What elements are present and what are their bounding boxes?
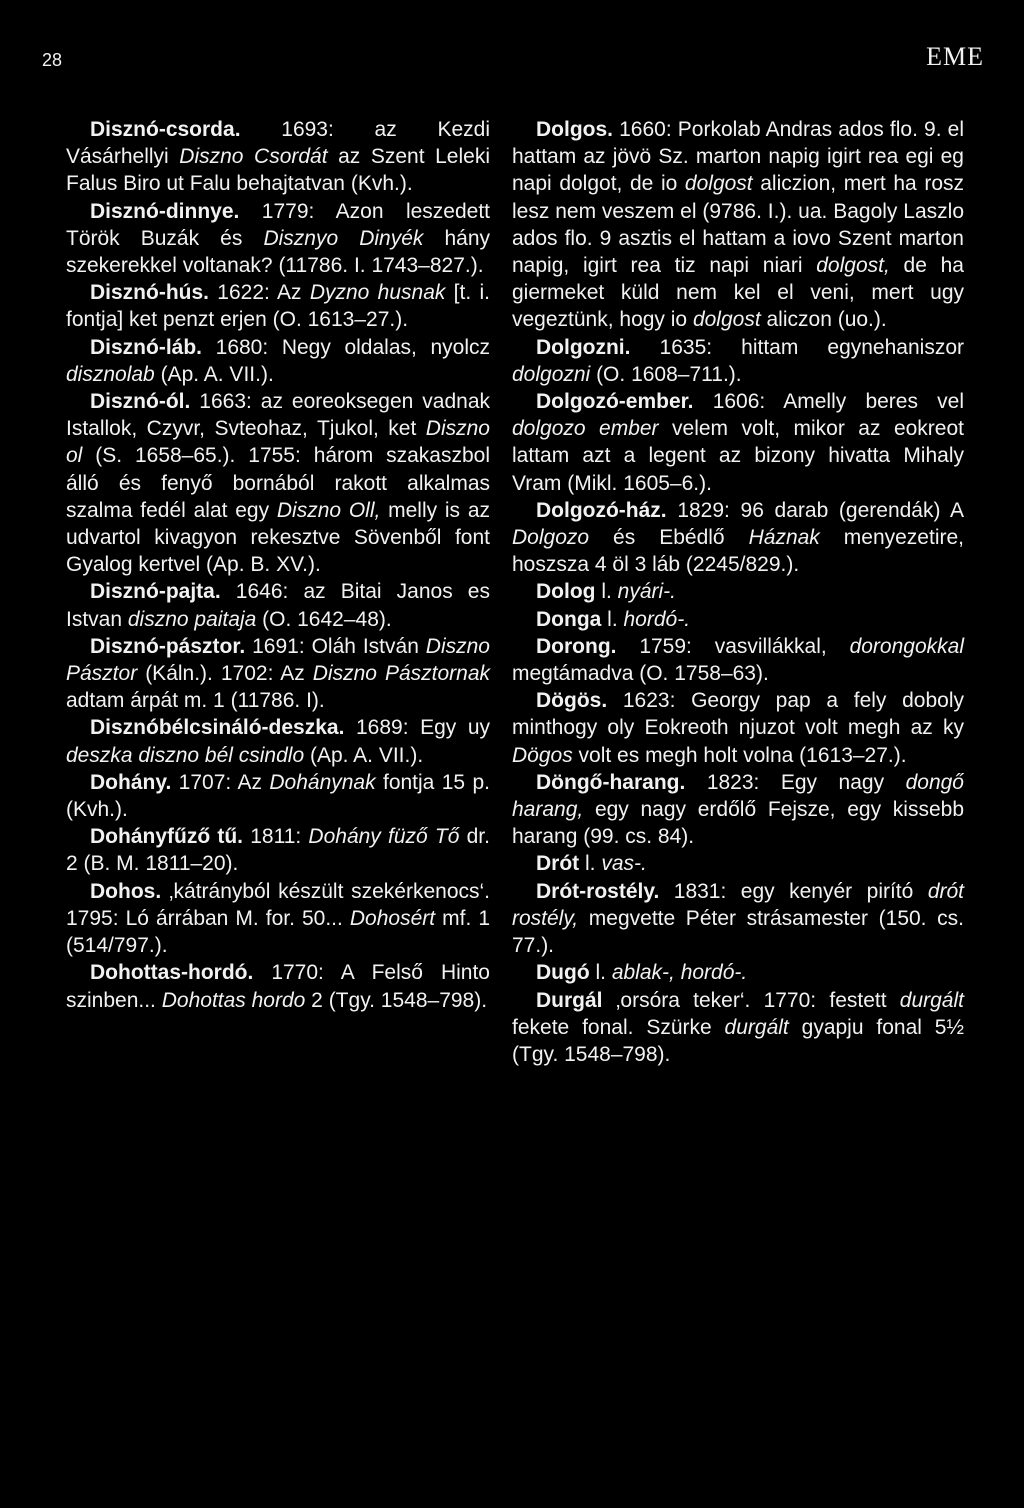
entry-italic-text: dolgozni bbox=[512, 362, 591, 386]
entry-headword: Dolgozó-ház. bbox=[536, 498, 667, 522]
entry-italic-text: Diszno ol bbox=[66, 417, 490, 468]
entry-text: mf. 1 (514/797.). bbox=[66, 906, 491, 958]
entry-headword: Dögös. bbox=[536, 689, 608, 713]
entry-text: 1693: az Kezdi Vásárhellyi bbox=[66, 118, 490, 169]
entry-text: 1829: 96 darab (gerendák) A bbox=[666, 498, 964, 522]
entry-text: 1680: Negy oldalas, nyolcz bbox=[202, 335, 490, 359]
entry-headword: Durgál bbox=[536, 988, 603, 1012]
entry-italic-text: Dyzno husnak bbox=[309, 281, 446, 305]
entry-italic-text: Diszno Csordát bbox=[179, 145, 328, 169]
right-column bbox=[512, 116, 964, 1068]
dictionary-entry bbox=[66, 959, 490, 1013]
entry-text: 1759: vasvillákkal, bbox=[616, 634, 850, 658]
entry-text: és Ebédlő bbox=[589, 526, 749, 550]
entry-text: 1689: Egy uy bbox=[344, 716, 490, 740]
journal-code: EME bbox=[926, 42, 984, 71]
dictionary-entry bbox=[512, 497, 964, 579]
entry-italic-text: vas-. bbox=[601, 852, 647, 876]
entry-headword: Disznó-ól. bbox=[90, 390, 191, 414]
entry-headword: Dohányfűző tű. bbox=[90, 825, 244, 849]
entry-headword: Disznóbélcsináló-deszka. bbox=[90, 716, 345, 740]
entry-text: (O. 1608–711.). bbox=[590, 362, 742, 386]
entry-italic-text: drót rostély, bbox=[512, 879, 964, 930]
entry-headword: Drót bbox=[536, 852, 580, 876]
entry-italic-text: Háznak bbox=[748, 526, 820, 550]
entry-headword: Dohottas-hordó. bbox=[90, 961, 254, 985]
dictionary-entry bbox=[512, 687, 964, 769]
entry-text: adtam árpát m. 1 (11786. I). bbox=[66, 689, 325, 713]
dictionary-entry bbox=[66, 198, 490, 280]
entry-text: (Ap. A. VII.). bbox=[154, 362, 274, 386]
entry-italic-text: nyári-. bbox=[617, 580, 677, 604]
entry-italic-text: dolgozo ember bbox=[512, 417, 659, 441]
entry-italic-text: ablak-, hordó-. bbox=[611, 961, 748, 985]
dictionary-entry bbox=[512, 959, 964, 986]
entry-text: egy nagy erdőlő Fejsze, egy kissebb harang (99. cs. 84). bbox=[512, 798, 964, 849]
dictionary-entry bbox=[66, 714, 490, 768]
entry-text: velem volt, mikor az eokreot lattam azt a legent az bizony hivatta Mihaly Vram (Mikl. 1605–6.). bbox=[512, 417, 964, 495]
entry-italic-text: dorongokkal bbox=[849, 634, 964, 658]
entry-text: l. bbox=[601, 607, 624, 631]
entry-headword: Drót-rostély. bbox=[536, 879, 660, 903]
entry-italic-text: Dögos bbox=[512, 743, 573, 767]
entry-headword: Dohos. bbox=[90, 879, 162, 903]
entry-text: 1623: Georgy pap a fely doboly minthogy oly Eokreoth njuzot volt megh az ky bbox=[512, 689, 964, 740]
entry-italic-text: dolgost bbox=[684, 172, 753, 196]
entry-text: gyapju fonal 5½ (Tgy. 1548–798). bbox=[512, 1015, 964, 1066]
dictionary-entry bbox=[66, 116, 490, 198]
dictionary-entry bbox=[512, 388, 964, 497]
entry-headword: Disznó-pásztor. bbox=[90, 634, 246, 658]
entry-text: menyezetire, hoszsza 4 öl 3 láb (2245/829.). bbox=[512, 526, 964, 577]
entry-headword: Disznó-pajta. bbox=[90, 580, 221, 604]
entry-text: 1770: A Felső Hinto szinben... bbox=[66, 961, 490, 1012]
entry-text: de ha giermeket küld nem kel el veni, mert ugy vegeztünk, hogy io bbox=[512, 254, 964, 332]
entry-text: fekete fonal. Szürke bbox=[512, 1015, 725, 1039]
entry-text: (Ap. A. VII.). bbox=[304, 743, 424, 767]
entry-headword: Dolog bbox=[536, 580, 596, 604]
entry-text: 1646: az Bitai Janos es Istvan bbox=[66, 580, 490, 631]
entry-text: 1831: egy kenyér pirító bbox=[659, 879, 928, 903]
entry-italic-text: dongő harang, bbox=[512, 770, 964, 822]
entry-text: ‚orsóra teker‘. 1770: festett bbox=[602, 988, 900, 1012]
dictionary-entry bbox=[512, 769, 964, 851]
entry-text: dr. 2 (B. M. 1811–20). bbox=[66, 825, 490, 876]
page-number: 28 bbox=[42, 50, 63, 70]
entry-text: 1691: Oláh István bbox=[245, 634, 426, 658]
dictionary-entry bbox=[512, 987, 964, 1069]
entry-headword: Disznó-hús. bbox=[90, 281, 209, 305]
dictionary-entry bbox=[66, 578, 490, 632]
entry-italic-text: Dohottas hordo bbox=[161, 988, 306, 1012]
entry-text: fontja 15 p. (Kvh.). bbox=[66, 770, 491, 822]
dictionary-entry bbox=[512, 116, 964, 334]
dictionary-entry bbox=[512, 606, 964, 633]
entry-italic-text: disznolab bbox=[66, 362, 155, 386]
dictionary-entry bbox=[512, 850, 964, 877]
entry-text: melly is az udvartol kivagyon rekesztve Sövenből font Gyalog kertvel (Ap. B. XV.). bbox=[66, 498, 490, 577]
entry-text: 1635: hittam egynehaniszor bbox=[630, 335, 964, 359]
dictionary-entry bbox=[512, 633, 964, 687]
dictionary-entry bbox=[66, 823, 490, 877]
dictionary-entry bbox=[512, 878, 964, 960]
entry-text: aliczion, mert ha rosz lesz nem veszem el (9786. I.). ua. Bagoly Laszlo ados flo. 9 asztis el hattam a iovo Szent marton napig, igirt rea tiz napi niari bbox=[512, 172, 964, 278]
entry-headword: Dugó bbox=[536, 961, 590, 985]
entry-italic-text: Dohosért bbox=[349, 906, 436, 930]
entry-text: megtámadva (O. 1758–63). bbox=[512, 662, 769, 686]
entry-text: aliczon (uo.). bbox=[760, 308, 887, 332]
entry-text: l. bbox=[589, 961, 612, 985]
entry-italic-text: dolgost, bbox=[816, 254, 890, 278]
entry-text: l. bbox=[579, 852, 602, 876]
entry-headword: Dolgozó-ember. bbox=[536, 390, 694, 414]
entry-italic-text: Disznyo Dinyék bbox=[263, 226, 424, 250]
entry-text: [t. i. fontja] ket penzt erjen (O. 1613–27.). bbox=[66, 281, 490, 332]
entry-headword: Dorong. bbox=[536, 634, 617, 658]
entry-italic-text: Dohánynak bbox=[269, 770, 376, 794]
entry-text: 1663: az eoreoksegen vadnak Istallok, Czyvr, Svteohaz, Tjukol, ket bbox=[66, 390, 490, 441]
entry-text: 2 (Tgy. 1548–798). bbox=[305, 988, 488, 1012]
entry-text: volt es megh holt volna (1613–27.). bbox=[572, 743, 907, 767]
entry-italic-text: hordó-. bbox=[623, 607, 691, 631]
entry-headword: Dolgos. bbox=[536, 118, 613, 141]
entry-text: hány szekerekkel voltanak? (11786. I. 1743–827.). bbox=[66, 226, 490, 278]
entry-text: (Káln.). 1702: Az bbox=[137, 662, 313, 686]
entry-italic-text: Dohány füző Tő bbox=[308, 825, 460, 849]
dictionary-entry bbox=[512, 334, 964, 388]
entry-text: megvette Péter strásamester (150. cs. 77.). bbox=[512, 906, 964, 958]
entry-text: 1779: Azon leszedett Török Buzák és bbox=[66, 199, 490, 250]
entry-headword: Disznó-csorda. bbox=[90, 118, 241, 141]
entry-text: az Szent Leleki Falus Biro ut Falu behajtatvan (Kvh.). bbox=[66, 145, 490, 196]
dictionary-entry bbox=[66, 334, 490, 388]
entry-text: l. bbox=[595, 580, 618, 604]
entry-italic-text: deszka diszno bél csindlo bbox=[66, 743, 305, 767]
entry-headword: Döngő-harang. bbox=[536, 770, 686, 794]
entry-italic-text: Diszno Pásztor bbox=[66, 634, 490, 686]
entry-headword: Disznó-láb. bbox=[90, 335, 203, 359]
entry-italic-text: diszno paitaja bbox=[127, 607, 257, 631]
entry-headword: Dohány. bbox=[90, 770, 172, 794]
entry-text: 1823: Egy nagy bbox=[685, 770, 906, 794]
entry-text: 1622: Az bbox=[209, 281, 310, 305]
entry-text: (S. 1658–65.). 1755: három szakaszbol álló és fenyő bornából rakott alkalmas szalma fedél alat egy bbox=[66, 444, 490, 522]
dictionary-entry bbox=[66, 279, 490, 333]
dictionary-entry bbox=[66, 769, 490, 823]
entry-text: ‚kátrányból készült szekérkenocs‘. 1795: Ló árrában M. for. 50... bbox=[66, 879, 490, 930]
entry-text: 1707: Az bbox=[171, 770, 270, 794]
dictionary-entry bbox=[512, 578, 964, 605]
entry-text: 1811: bbox=[243, 825, 309, 849]
entry-text: (O. 1642–48). bbox=[256, 607, 392, 631]
entry-headword: Disznó-dinnye. bbox=[90, 199, 240, 223]
entry-text: 1606: Amelly beres vel bbox=[693, 390, 964, 414]
dictionary-entry bbox=[66, 388, 490, 578]
entry-italic-text: Diszno Pásztornak bbox=[312, 662, 490, 686]
left-column bbox=[66, 116, 490, 1014]
entry-text: 1660: Porkolab Andras ados flo. 9. el hattam az jövö Sz. marton napig igirt rea egi eg napi dolgot, de io bbox=[512, 118, 964, 196]
entry-italic-text: durgált bbox=[899, 988, 964, 1012]
entry-italic-text: durgált bbox=[724, 1015, 789, 1039]
dictionary-entry bbox=[66, 633, 490, 715]
entry-italic-text: Dolgozo bbox=[512, 526, 590, 550]
entry-headword: Donga bbox=[536, 607, 602, 631]
entry-italic-text: dolgost bbox=[692, 308, 761, 332]
entry-headword: Dolgozni. bbox=[536, 335, 631, 359]
dictionary-entry bbox=[66, 878, 490, 960]
entry-italic-text: Diszno Oll, bbox=[276, 498, 381, 522]
